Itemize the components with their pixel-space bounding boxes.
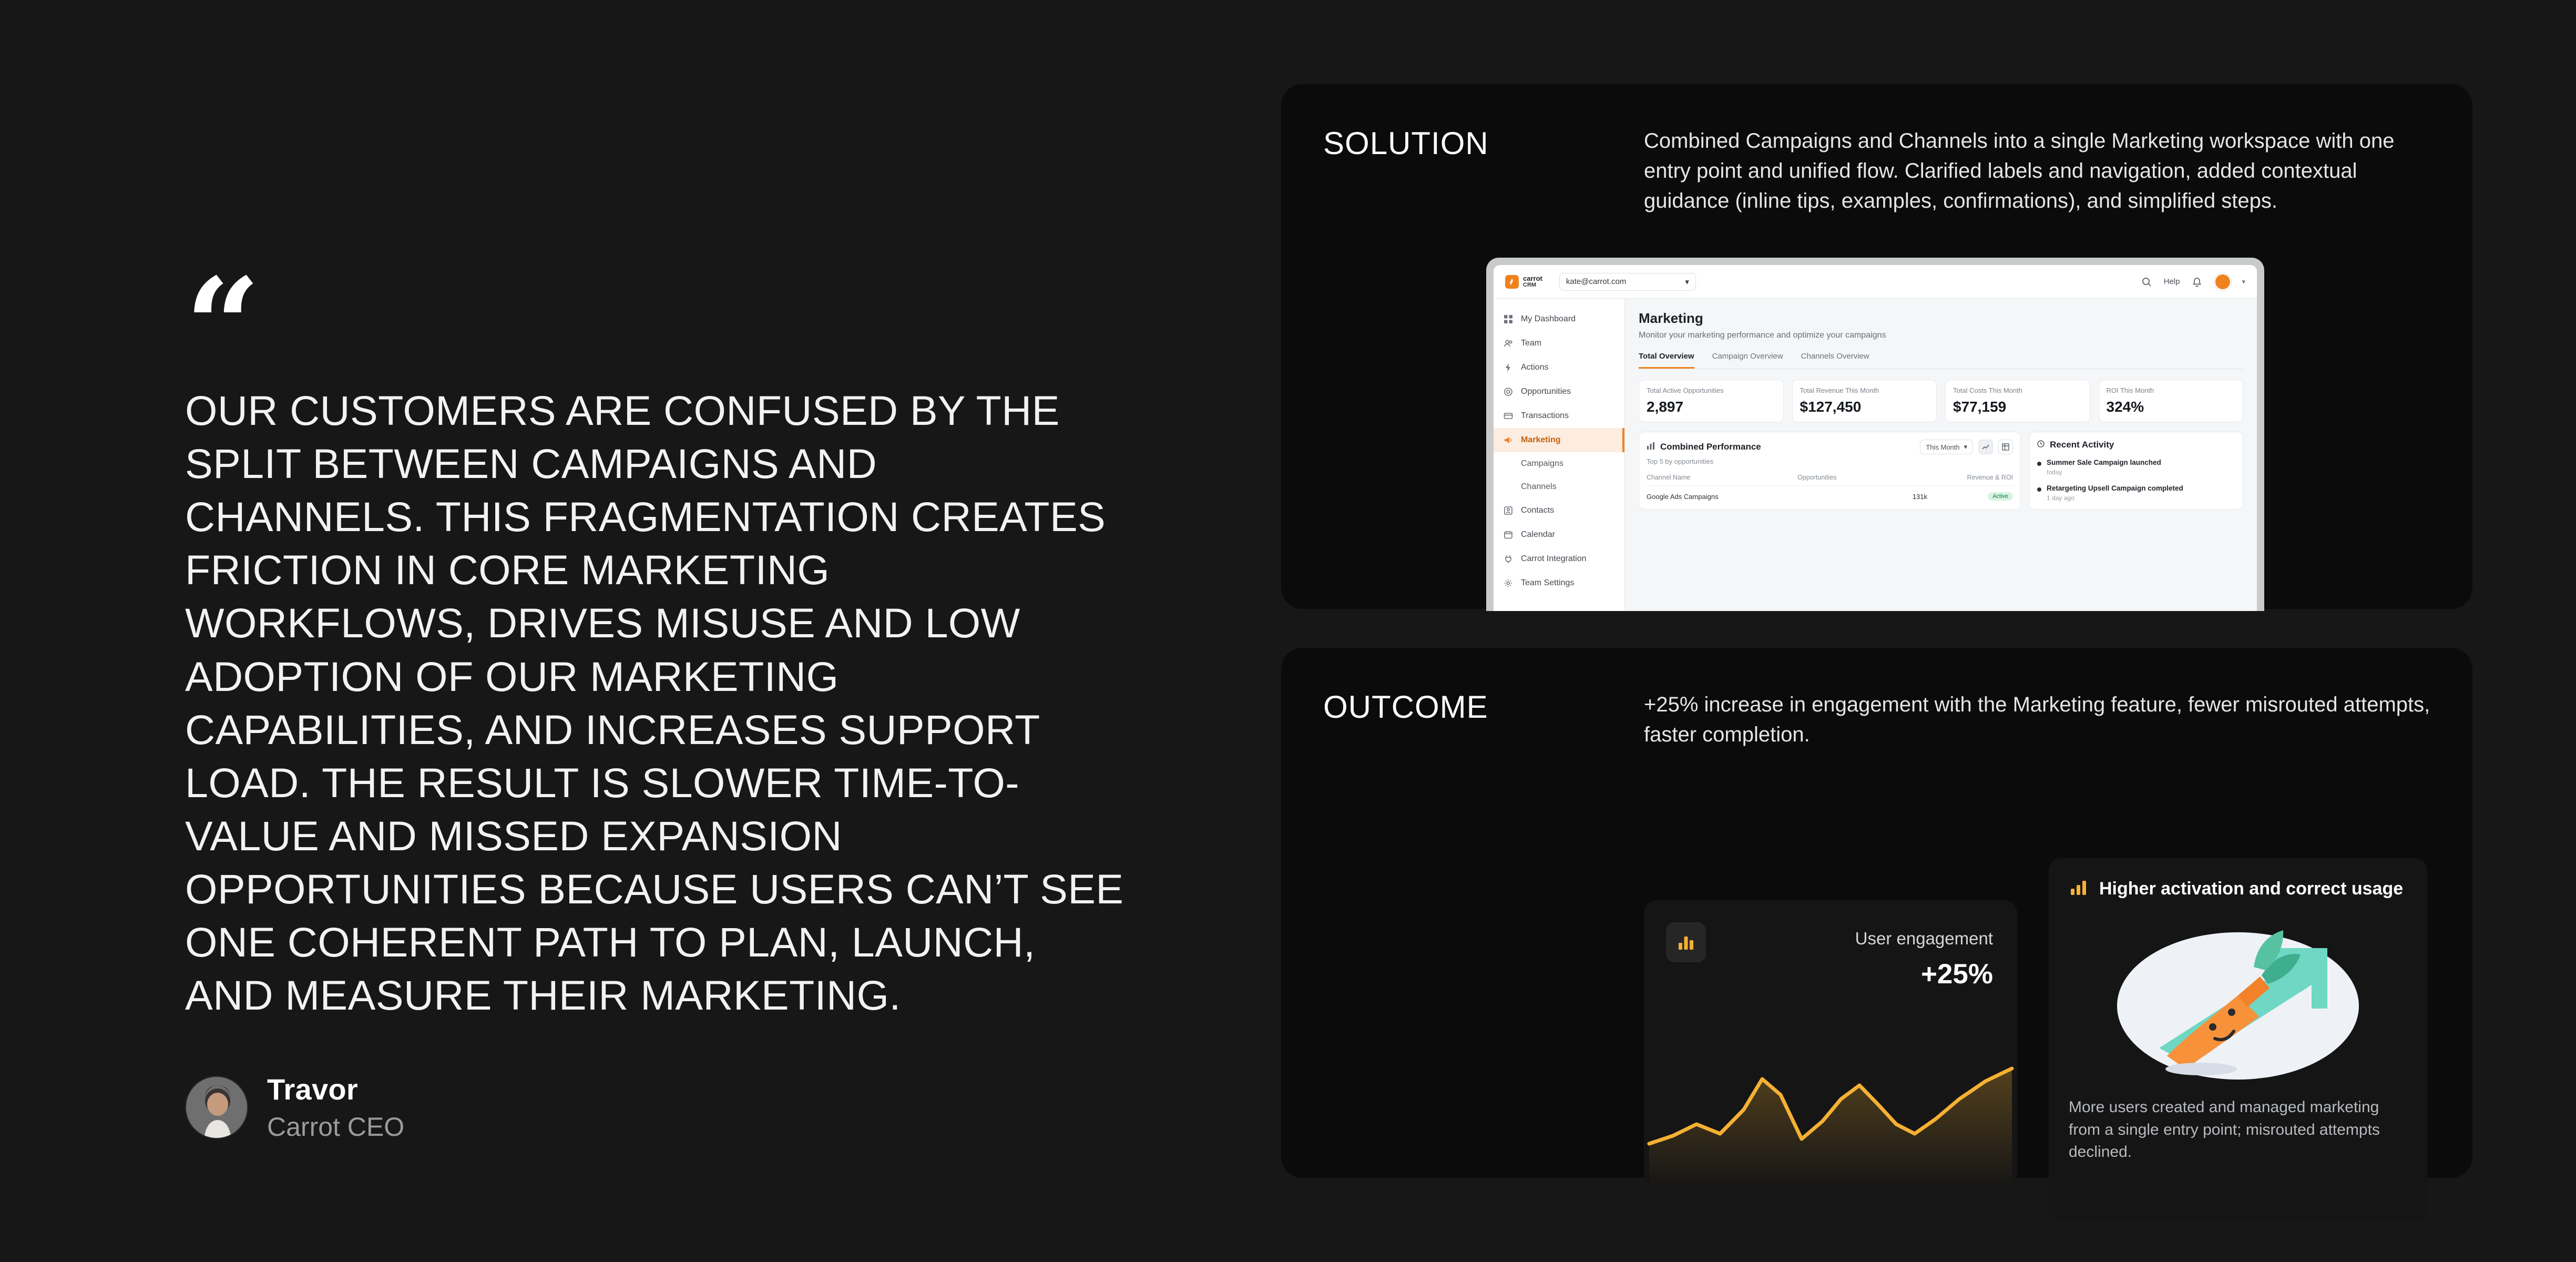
column-opportunities: Opportunities bbox=[1797, 474, 1837, 481]
workspace-value: kate@carrot.com bbox=[1566, 277, 1627, 286]
panel-row bbox=[1639, 432, 2243, 510]
sidebar-label: My Dashboard bbox=[1521, 314, 1576, 323]
bullet-icon bbox=[2037, 462, 2041, 466]
sidebar-item-opportunities[interactable] bbox=[1494, 380, 1624, 404]
panel-title: Recent Activity bbox=[2050, 440, 2114, 450]
sidebar-label: Actions bbox=[1521, 363, 1549, 372]
quote-mark: “ bbox=[185, 249, 258, 403]
activity-item bbox=[2037, 484, 2235, 502]
user-avatar[interactable] bbox=[2214, 273, 2231, 290]
usage-body: More users created and managed marketing from a single entry point; misrouted attempts declined. bbox=[2069, 1098, 2380, 1161]
cell-revenue-roi bbox=[1913, 492, 2013, 501]
kpi-value: 324% bbox=[2106, 399, 2144, 415]
outcome-description: +25% increase in engagement with the Marketing feature, fewer misrouted attempts, faster completion. bbox=[1644, 693, 2430, 746]
sidebar-item-my-dashboard[interactable] bbox=[1494, 307, 1624, 331]
kpi-label: Total Active Opportunities bbox=[1647, 386, 1724, 394]
panel-title: Combined Performance bbox=[1660, 442, 1761, 452]
sidebar bbox=[1494, 299, 1625, 611]
outcome-label: OUTCOME bbox=[1323, 689, 1488, 725]
engagement-value: +25% bbox=[1920, 959, 1993, 990]
megaphone-icon bbox=[1503, 435, 1514, 445]
contact-icon bbox=[1503, 505, 1514, 516]
users-icon bbox=[1503, 338, 1514, 349]
kpi-label: Total Revenue This Month bbox=[1800, 386, 1879, 394]
author-meta bbox=[267, 1072, 404, 1142]
plug-icon bbox=[1503, 554, 1514, 564]
usage-header bbox=[2069, 877, 2407, 901]
carrot-illustration bbox=[2069, 914, 2407, 1082]
sidebar-label: Channels bbox=[1521, 482, 1557, 491]
search-icon[interactable] bbox=[2140, 275, 2153, 289]
tab-total-overview[interactable]: Total Overview bbox=[1639, 352, 1694, 369]
avatar-chevron-icon[interactable]: ▾ bbox=[2242, 277, 2245, 286]
gear-icon bbox=[1503, 578, 1514, 588]
status-badge: Active bbox=[1988, 492, 2013, 501]
sidebar-label: Carrot Integration bbox=[1521, 554, 1587, 563]
cell-channel-name: Google Ads Campaigns bbox=[1647, 492, 1719, 501]
kpi-label: Total Costs This Month bbox=[1953, 386, 2022, 394]
sidebar-item-carrot-integration[interactable] bbox=[1494, 547, 1624, 571]
table-icon[interactable] bbox=[1998, 440, 2013, 454]
panel-controls bbox=[1920, 440, 2013, 454]
kpi-value: 2,897 bbox=[1647, 399, 1684, 415]
sidebar-item-contacts[interactable] bbox=[1494, 498, 1624, 523]
author-role: Carrot CEO bbox=[267, 1112, 405, 1142]
activation-usage-card bbox=[2049, 858, 2427, 1221]
brand-product: CRM bbox=[1523, 281, 1537, 288]
solution-description: Combined Campaigns and Channels into a single Marketing workspace with one entry point and unified flow. Clarified labels and navigation, added contextual guidance (inline tips, examples, confirmations), and simplified steps. bbox=[1644, 129, 2395, 212]
page-subtitle: Monitor your marketing performance and optimize your campaigns bbox=[1639, 331, 1886, 340]
tab-campaign-overview[interactable]: Campaign Overview bbox=[1712, 352, 1783, 361]
bell-icon[interactable] bbox=[2190, 275, 2204, 289]
activity-time: 1 day ago bbox=[2047, 494, 2074, 502]
bar-chart-icon bbox=[1666, 922, 1706, 962]
product-screenshot-mockup bbox=[1486, 258, 2264, 611]
sidebar-item-team[interactable] bbox=[1494, 331, 1624, 355]
quote-panel bbox=[185, 249, 1131, 1142]
sidebar-item-marketing[interactable] bbox=[1494, 428, 1624, 452]
workspace-select[interactable] bbox=[1559, 273, 1696, 291]
activity-title: Summer Sale Campaign launched bbox=[2047, 459, 2161, 466]
target-icon bbox=[1503, 386, 1514, 397]
tab-bar bbox=[1639, 352, 2243, 369]
combined-performance-panel bbox=[1639, 432, 2021, 510]
roi-value: 131k bbox=[1912, 492, 1927, 501]
brand bbox=[1505, 275, 1542, 289]
date-range-value: This Month bbox=[1926, 443, 1960, 451]
line-chart-icon[interactable] bbox=[1978, 440, 1993, 454]
grid-icon bbox=[1503, 314, 1514, 324]
main-content bbox=[1625, 299, 2257, 611]
sidebar-label: Team bbox=[1521, 339, 1542, 348]
sidebar-item-campaigns[interactable] bbox=[1494, 452, 1624, 475]
chevron-down-icon: ▾ bbox=[1964, 443, 1968, 451]
outcome-card bbox=[1281, 648, 2472, 1178]
sidebar-label: Campaigns bbox=[1521, 459, 1563, 468]
carrot-logo-icon bbox=[1505, 275, 1519, 289]
activity-time: today bbox=[2047, 469, 2062, 476]
sidebar-item-transactions[interactable] bbox=[1494, 404, 1624, 428]
panel-subtitle: Top 5 by opportunities bbox=[1647, 457, 1714, 465]
solution-card bbox=[1281, 84, 2472, 609]
quote-text: OUR CUSTOMERS ARE CONFUSED BY THE SPLIT BETWEEN CAMPAIGNS AND CHANNELS. THIS FRAGMENTATION CREATES FRICTION IN CORE MARKETING WORKFLOWS, DRIVES MISUSE AND LOW ADOPTION OF OUR MARKETING CAPABILITIES, AND INCREASES SUPPORT LOAD. THE RESULT IS SLOWER TIME-TO-VALUE AND MISSED EXPANSION OPPORTUNITIES BECAUSE USERS CAN’T SEE ONE COHERENT PATH TO PLAN, LAUNCH, AND MEASURE THEIR MARKETING. bbox=[185, 387, 1124, 1019]
card-icon bbox=[1503, 411, 1514, 421]
sidebar-label: Contacts bbox=[1521, 506, 1555, 515]
avatar bbox=[185, 1076, 248, 1139]
usage-title: Higher activation and correct usage bbox=[2099, 879, 2404, 899]
page-title: Marketing bbox=[1639, 310, 1703, 326]
app-body bbox=[1494, 299, 2257, 611]
chevron-down-icon: ▾ bbox=[1685, 277, 1689, 287]
activity-icon bbox=[2037, 440, 2045, 450]
table-row[interactable] bbox=[1647, 486, 2013, 501]
sidebar-item-team-settings[interactable] bbox=[1494, 571, 1624, 595]
table-header bbox=[1647, 474, 2013, 486]
kpi-card bbox=[1639, 380, 1784, 422]
kpi-card bbox=[2099, 380, 2244, 422]
calendar-icon bbox=[1503, 530, 1514, 540]
kpi-row bbox=[1639, 380, 2243, 422]
column-channel-name: Channel Name bbox=[1647, 474, 1691, 481]
kpi-value: $77,159 bbox=[1953, 399, 2007, 415]
engagement-label: User engagement bbox=[1855, 929, 1993, 948]
brand-text bbox=[1523, 275, 1542, 288]
app-topbar bbox=[1494, 265, 2257, 299]
bolt-icon bbox=[1503, 362, 1514, 373]
bar-chart-up-icon bbox=[2069, 877, 2090, 901]
sidebar-label: Calendar bbox=[1521, 530, 1555, 539]
kpi-label: ROI This Month bbox=[2106, 386, 2154, 394]
sidebar-item-channels[interactable] bbox=[1494, 475, 1624, 498]
solution-label: SOLUTION bbox=[1323, 126, 1489, 161]
activity-title: Retargeting Upsell Campaign completed bbox=[2047, 484, 2183, 492]
quote-author bbox=[185, 1072, 1131, 1142]
kpi-card bbox=[1945, 380, 2090, 422]
topbar-right bbox=[2140, 273, 2245, 290]
bullet-icon bbox=[2037, 487, 2041, 492]
panel-header bbox=[1647, 440, 2013, 454]
kpi-value: $127,450 bbox=[1800, 399, 1862, 415]
tab-channels-overview[interactable]: Channels Overview bbox=[1801, 352, 1869, 361]
date-range-select[interactable] bbox=[1920, 440, 1973, 454]
sidebar-item-calendar[interactable] bbox=[1494, 523, 1624, 547]
panel-header bbox=[2037, 440, 2235, 450]
kpi-card bbox=[1792, 380, 1937, 422]
avatar-image bbox=[186, 1077, 248, 1139]
sidebar-item-actions[interactable] bbox=[1494, 355, 1624, 380]
sidebar-label: Team Settings bbox=[1521, 578, 1575, 587]
brand-name: carrot bbox=[1523, 274, 1542, 282]
user-engagement-card bbox=[1644, 900, 2017, 1188]
app-window bbox=[1494, 265, 2257, 611]
column-revenue-roi: Revenue & ROI bbox=[1967, 474, 2013, 481]
author-name: Travor bbox=[267, 1073, 358, 1106]
chart-icon bbox=[1647, 442, 1655, 453]
sidebar-label: Transactions bbox=[1521, 411, 1569, 420]
sidebar-label: Marketing bbox=[1521, 435, 1561, 444]
activity-item bbox=[2037, 459, 2235, 476]
recent-activity-panel bbox=[2029, 432, 2243, 510]
engagement-sparkline bbox=[1644, 1031, 2017, 1188]
help-link[interactable]: Help bbox=[2163, 277, 2180, 286]
sidebar-label: Opportunities bbox=[1521, 387, 1571, 396]
